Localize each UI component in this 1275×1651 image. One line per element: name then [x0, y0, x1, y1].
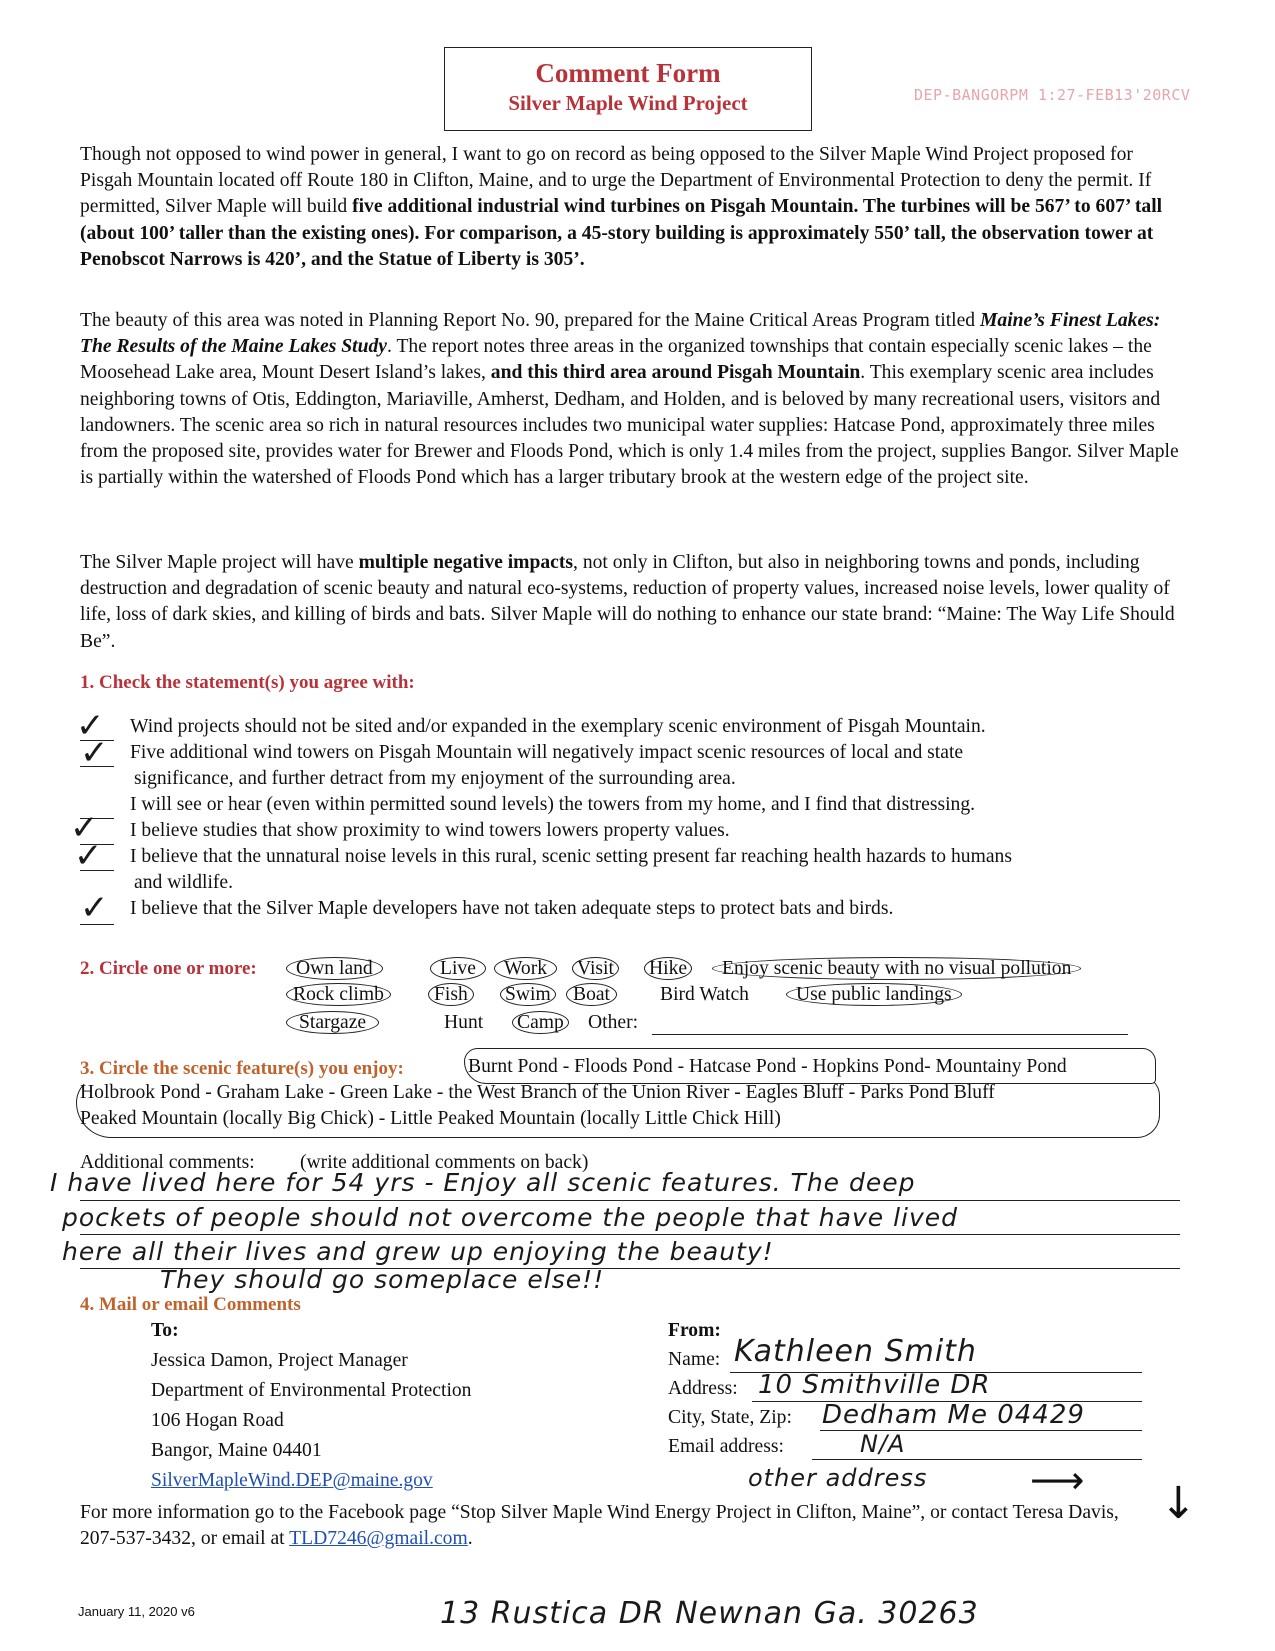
statement-5-cont: [130, 870, 1190, 896]
handwritten-other-address: 13 Rustica DR Newnan Ga. 30263: [440, 1596, 979, 1631]
arrow-right-icon: ⟶: [1030, 1458, 1085, 1502]
option-label: Stargaze: [286, 1011, 379, 1034]
section-2-heading: 2. Circle one or more:: [80, 958, 257, 979]
intro-text: Though not opposed to wind power in general, I want to go on record as being opposed to the Silver Maple Wind Project proposed for Pisgah Mountain located off Route 180 in Clifton, Maine, and to urge the Department of Environmental Protection to deny the permit. If permitted, Silver Maple will build: [80, 144, 1152, 218]
check-mark-icon: ✓: [74, 836, 103, 876]
intro-text: The Silver Maple project will have: [80, 552, 359, 573]
intro-text: . The report notes three areas in the organized townships that contain especially scenic lakes – the Moosehead Lake area, Mount Desert Island’s lakes,: [80, 336, 1152, 384]
statement-5: I believe that the unnatural noise levels in this rural, scenic setting present far reaching health hazards to humans: [130, 846, 1012, 867]
to-block: [151, 1316, 471, 1496]
statement-6: I believe that the Silver Maple developers have not taken adequate steps to protect bats and birds.: [130, 898, 894, 919]
form-subtitle: Silver Maple Wind Project: [508, 91, 748, 115]
footer-text: .: [467, 1528, 473, 1550]
option-boat[interactable]: [566, 984, 617, 1006]
handwritten-comment-line-2[interactable]: pockets of people should not overcome the people that have lived: [62, 1203, 959, 1232]
option-use-public-landings[interactable]: [786, 984, 962, 1006]
option-label: Live: [430, 957, 486, 980]
option-camp[interactable]: [512, 1012, 569, 1034]
option-label: Camp: [512, 1011, 569, 1034]
footer-text: For more information go to the Facebook page “Stop Silver Maple Wind Energy Project in Clifton, Maine”, or contact Teresa Davis, 207-537-3432, or email at: [80, 1502, 1119, 1550]
option-own-land[interactable]: [286, 958, 383, 980]
name-value[interactable]: Kathleen Smith: [734, 1334, 977, 1369]
option-visit[interactable]: [572, 958, 619, 980]
scenic-features-line-1[interactable]: Burnt Pond - Floods Pond - Hatcase Pond - Hopkins Pond- Mountainy Pond: [468, 1056, 1067, 1077]
address-label: Address:: [668, 1378, 738, 1399]
option-label: Rock climb: [286, 983, 391, 1006]
email-value[interactable]: N/A: [860, 1430, 906, 1458]
statement-3: I will see or hear (even within permitted sound levels) the towers from my home, and I find that distressing.: [130, 794, 976, 815]
option-label: Work: [494, 957, 557, 980]
option-label: Use public landings: [786, 983, 962, 1006]
statement-continuation: significance, and further detract from my enjoyment of the surrounding area.: [134, 768, 736, 789]
section-3-heading: 3. Circle the scenic feature(s) you enjoy:: [80, 1058, 404, 1079]
email-field-line[interactable]: [812, 1459, 1142, 1460]
check-mark-icon: ✓: [76, 706, 105, 746]
option-other-label: Other:: [588, 1012, 639, 1033]
intro-paragraph-3: [80, 550, 1180, 655]
title-box: [444, 47, 812, 131]
option-fish[interactable]: [428, 984, 474, 1006]
city-label: City, State, Zip:: [668, 1407, 792, 1428]
to-city: Bangor, Maine 04401: [151, 1440, 322, 1461]
intro-text: , not only in Clifton, but also in neighboring towns and ponds, including destruction and degradation of scenic beauty and natural eco-systems, reduction of property values, increased noise levels, lower quality of life, loss of dark skies, and killing of birds and bats. Silver Maple will do nothing to enhance our state brand: “Maine: The Way Life Should Be”.: [80, 552, 1175, 652]
option-label: Fish: [428, 983, 474, 1006]
to-name: Jessica Damon, Project Manager: [151, 1350, 408, 1371]
statement-continuation: and wildlife.: [134, 872, 234, 893]
other-address-note: other address: [748, 1464, 928, 1492]
statement-4: I believe studies that show proximity to wind towers lowers property values.: [130, 820, 730, 841]
option-label: Visit: [572, 957, 619, 980]
address-value[interactable]: 10 Smithville DR: [758, 1370, 991, 1400]
handwritten-comment-line-4[interactable]: They should go someplace else!!: [160, 1265, 605, 1294]
statement-2: Five additional wind towers on Pisgah Mountain will negatively impact scenic resources of local and state: [130, 742, 964, 763]
footer-info: [80, 1500, 1140, 1552]
intro-bold-text: multiple negative impacts: [358, 552, 574, 573]
version-date: January 11, 2020 v6: [78, 1604, 195, 1619]
option-swim[interactable]: [500, 984, 556, 1006]
option-label: Hike: [644, 957, 692, 980]
to-email-link[interactable]: SilverMapleWind.DEP@maine.gov: [151, 1470, 433, 1491]
to-department: Department of Environmental Protection: [151, 1380, 472, 1401]
scenic-features-line-3[interactable]: Peaked Mountain (locally Big Chick) - Little Peaked Mountain (locally Little Chick Hill): [80, 1108, 781, 1129]
option-stargaze[interactable]: [286, 1012, 379, 1034]
name-label: Name:: [668, 1349, 721, 1370]
handwritten-comment-line-1[interactable]: I have lived here for 54 yrs - Enjoy all scenic features. The deep: [50, 1168, 916, 1197]
check-mark-icon: ✓: [80, 888, 109, 928]
statement-1: Wind projects should not be sited and/or expanded in the exemplary scenic environment of Pisgah Mountain.: [130, 716, 986, 737]
option-enjoy-scenic-beauty[interactable]: [712, 958, 1081, 980]
intro-text: The beauty of this area was noted in Planning Report No. 90, prepared for the Maine Critical Areas Program titled: [80, 310, 980, 331]
option-label: Enjoy scenic beauty with no visual pollution: [712, 957, 1081, 980]
option-bird-watch[interactable]: Bird Watch: [660, 984, 749, 1005]
comment-line: [80, 1200, 1180, 1201]
intro-paragraph-2: [80, 308, 1180, 491]
additional-comments-label: Additional comments:: [80, 1152, 255, 1173]
to-label: To:: [151, 1320, 179, 1341]
email-label: Email address:: [668, 1436, 784, 1457]
to-street: 106 Hogan Road: [151, 1410, 284, 1431]
city-state-zip-value[interactable]: Dedham Me 04429: [822, 1400, 1085, 1430]
arrow-down-icon: ↓: [1160, 1478, 1197, 1529]
option-hike[interactable]: [644, 958, 692, 980]
option-label: Boat: [566, 983, 617, 1006]
footer-email-link[interactable]: TLD7246@gmail.com: [289, 1528, 468, 1550]
check-mark-icon: ✓: [70, 808, 99, 848]
scenic-features-line-2[interactable]: Holbrook Pond - Graham Lake - Green Lake - the West Branch of the Union River - Eagles Bluff - Parks Pond Bluff: [80, 1082, 995, 1103]
option-label: Swim: [500, 983, 556, 1006]
section-1-heading: 1. Check the statement(s) you agree with:: [80, 672, 415, 693]
comment-line: [80, 1234, 1180, 1235]
additional-comments-note: (write additional comments on back): [300, 1152, 589, 1173]
other-input-line[interactable]: [652, 1034, 1128, 1035]
option-live[interactable]: [430, 958, 486, 980]
intro-text: . This exemplary scenic area includes neighboring towns of Otis, Eddington, Mariaville, Amherst, Dedham, and Holden, and is beloved by many recreational users, visitors and landowners. The scenic area so rich in natural resources includes two municipal water supplies: Hatcase Pond, approximately three miles from the proposed site, provides water for Brewer and Floods Pond, which is only 1.4 miles from the project, supplies Bangor. Silver Maple is partially within the watershed of Floods Pond which has a larger tributary brook at the western edge of the project site.: [80, 362, 1179, 489]
option-work[interactable]: [494, 958, 557, 980]
received-stamp: DEP-BANGORPM 1:27-FEB13'20RCV: [914, 86, 1191, 104]
option-hunt[interactable]: Hunt: [444, 1012, 484, 1033]
from-label: From:: [668, 1320, 721, 1341]
intro-bold-text: and this third area around Pisgah Mountain: [490, 362, 861, 384]
handwritten-comment-line-3[interactable]: here all their lives and grew up enjoying the beauty!: [62, 1237, 774, 1266]
intro-bold-text: five additional industrial wind turbines on Pisgah Mountain. The turbines will be 567’ to 607’ tall (about 100’ taller than the existing ones). For comparison, a 45-story building is approximately 550’ tall, the observation tower at Penobscot Narrows is 420’, and the Statue of Liberty is 305’.: [80, 196, 1163, 270]
option-label: Own land: [286, 957, 383, 980]
intro-paragraph-1: [80, 142, 1180, 273]
option-rock-climb[interactable]: [286, 984, 391, 1006]
statement-2-cont: [130, 766, 1190, 792]
report-title: Maine’s Finest Lakes: The Results of the Maine Lakes Study: [80, 310, 1161, 358]
check-mark-icon: ✓: [80, 733, 109, 773]
section-4-heading: 4. Mail or email Comments: [80, 1294, 301, 1315]
form-title: Comment Form: [535, 58, 721, 88]
